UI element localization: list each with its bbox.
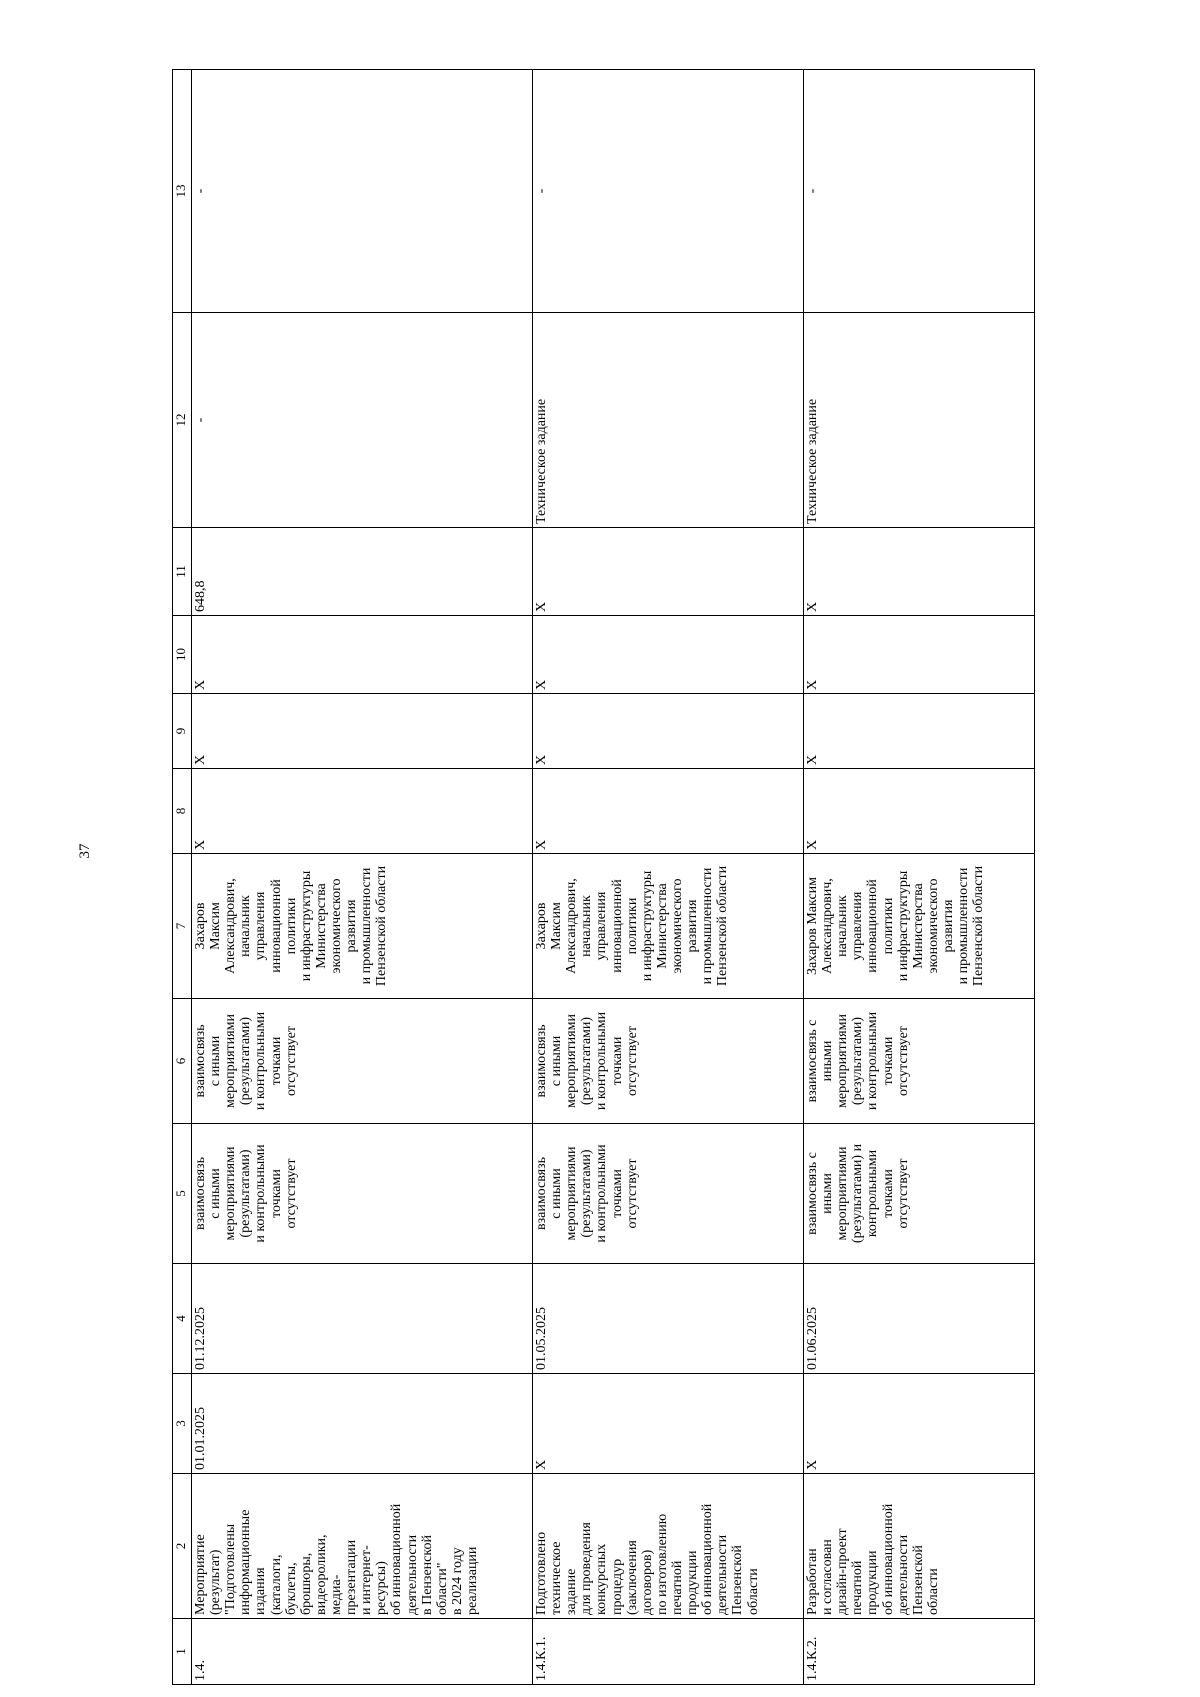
col-header-5: 5 [173,1124,192,1264]
col-header-11: 11 [173,528,192,616]
table-row [804,70,1035,1685]
cell-col10: Х [192,616,533,694]
col-header-13: 13 [173,70,192,313]
cell-successor: взаимосвязь с иными мероприятиями (результатами) и контрольными точками отсутствует [804,999,1035,1124]
cell-number: 1.4. [192,1619,533,1685]
cell-col13: - [804,70,1035,313]
cell-col9: Х [533,694,804,769]
table-row [192,70,533,1685]
cell-document: Техническое задание [533,313,804,528]
cell-predecessor: взаимосвязь с иными мероприятиями (результатами) и контрольными точками отсутствует [192,1124,533,1264]
cell-name: Подготовлено техническое задание для проведения конкурсных процедур (заключения договоров) по изготовлению печатной продукции об инновационной деятельности Пензенской области [533,1474,804,1619]
col-header-2: 2 [173,1474,192,1619]
plan-table [172,69,1035,1685]
cell-start-date: Х [533,1374,804,1474]
cell-predecessor: взаимосвязь с иными мероприятиями (результатами) и контрольными точками отсутствует [804,1124,1035,1264]
cell-responsible: Захаров Максим Александрович, начальник управления инновационной политики и инфраструктуры Министерства экономического развития и промышленности Пензенской области [192,854,533,999]
cell-end-date: 01.05.2025 [533,1264,804,1374]
cell-document: - [192,313,533,528]
cell-responsible: Захаров Максим Александрович, начальник управления инновационной политики и инфраструктуры Министерства экономического развития и промышленности Пензенской области [533,854,804,999]
cell-col11: Х [533,528,804,616]
cell-end-date: 01.12.2025 [192,1264,533,1374]
cell-name: Разработан и согласован дизайн-проект печатной продукции об инновационной деятельности Пензенской области [804,1474,1035,1619]
page-number: 37 [77,843,93,859]
cell-successor: взаимосвязь с иными мероприятиями (результатами) и контрольными точками отсутствует [533,999,804,1124]
header-row [173,70,192,1685]
col-header-12: 12 [173,313,192,528]
cell-col11: Х [804,528,1035,616]
col-header-1: 1 [173,1619,192,1685]
cell-col10: Х [804,616,1035,694]
cell-col13: - [192,70,533,313]
rotated-table-wrapper [172,70,1032,1685]
cell-col13: - [533,70,804,313]
cell-start-date: 01.01.2025 [192,1374,533,1474]
cell-col8: Х [804,769,1035,854]
cell-name: Мероприятие (результат) "Подготовлены информационные издания (каталоги, буклеты, брошюры, видеоролики, медиа- презентации и интернет- ресурсы) об инновационной деятельности в Пензенской области" в 2024 году реализации [192,1474,533,1619]
cell-end-date: 01.06.2025 [804,1264,1035,1374]
table-row [533,70,804,1685]
cell-successor: взаимосвязь с иными мероприятиями (результатами) и контрольными точками отсутствует [192,999,533,1124]
cell-number: 1.4.К.2. [804,1619,1035,1685]
cell-col11: 648,8 [192,528,533,616]
cell-col9: Х [192,694,533,769]
col-header-9: 9 [173,694,192,769]
cell-col9: Х [804,694,1035,769]
cell-col8: Х [192,769,533,854]
cell-document: Техническое задание [804,313,1035,528]
col-header-7: 7 [173,854,192,999]
cell-col8: Х [533,769,804,854]
cell-predecessor: взаимосвязь с иными мероприятиями (результатами) и контрольными точками отсутствует [533,1124,804,1264]
col-header-3: 3 [173,1374,192,1474]
cell-number: 1.4.К.1. [533,1619,804,1685]
cell-start-date: Х [804,1374,1035,1474]
col-header-8: 8 [173,769,192,854]
cell-col10: Х [533,616,804,694]
col-header-4: 4 [173,1264,192,1374]
cell-responsible: Захаров Максим Александрович, начальник управления инновационной политики и инфраструктуры Министерства экономического развития и промышленности Пензенской области [804,854,1035,999]
col-header-10: 10 [173,616,192,694]
col-header-6: 6 [173,999,192,1124]
